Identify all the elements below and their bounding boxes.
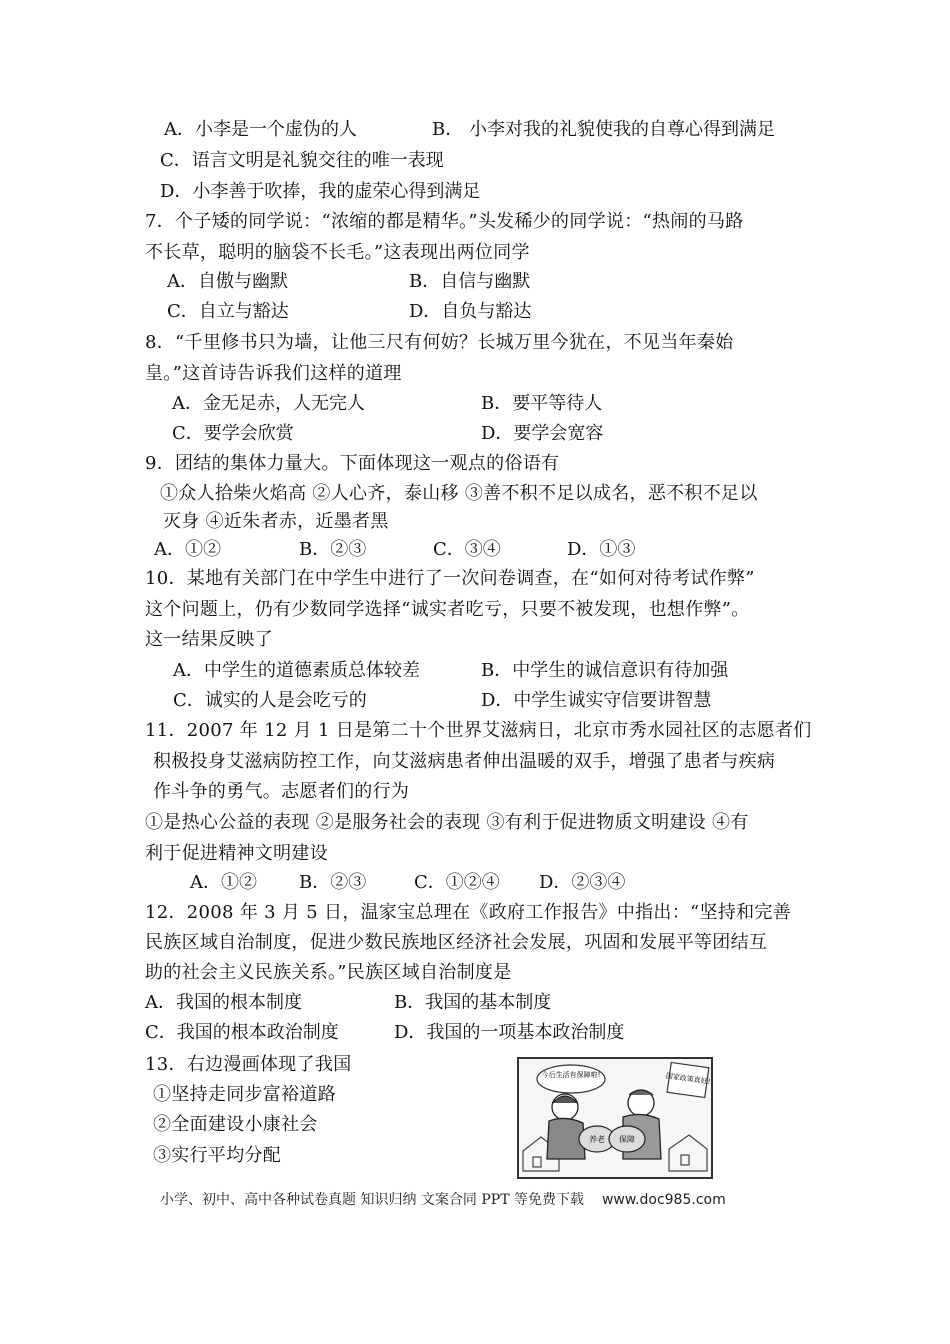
q8-option-a: A．金无足赤，人无完人 bbox=[172, 393, 365, 414]
q13-item-1: ①坚持走同步富裕道路 bbox=[153, 1084, 336, 1105]
q11-option-d: D．②③④ bbox=[539, 872, 626, 893]
elderly-woman-figure bbox=[547, 1094, 585, 1159]
q8-stem-line1: 8．“千里修书只为墙，让他三尺有何妨？长城万里今犹在，不见当年秦始 bbox=[145, 332, 734, 353]
q7-stem-line2: 不长草，聪明的脑袋不长毛。”这表现出两位同学 bbox=[145, 242, 530, 263]
speech-bubble-left bbox=[537, 1065, 605, 1093]
cartoon-drawing bbox=[519, 1059, 711, 1177]
q13-stem-line1: 13．右边漫画体现了我国 bbox=[145, 1054, 352, 1075]
q13-item-2: ②全面建设小康社会 bbox=[153, 1114, 318, 1135]
q12-option-d: D．我国的一项基本政治制度 bbox=[394, 1022, 625, 1043]
q12-option-c: C．我国的根本政治制度 bbox=[145, 1022, 339, 1043]
q6-option-d: D．小李善于吹捧，我的虚荣心得到满足 bbox=[160, 181, 481, 202]
q9-option-d: D．①③ bbox=[567, 539, 636, 560]
bag-right-label: 保障 bbox=[619, 1135, 635, 1144]
q11-option-c: C．①②④ bbox=[414, 872, 500, 893]
q8-option-c: C．要学会欣赏 bbox=[172, 423, 294, 444]
q9-stem-line3: 灭身 ④近朱者赤，近墨者黑 bbox=[163, 511, 389, 532]
q12-option-b: B．我国的基本制度 bbox=[394, 992, 552, 1013]
cartoon-image bbox=[517, 1057, 713, 1179]
q6-option-a: A．小李是一个虚伪的人 bbox=[164, 119, 357, 140]
q7-option-a: A．自傲与幽默 bbox=[167, 271, 288, 292]
q11-stem-line2: 积极投身艾滋病防控工作，向艾滋病患者伸出温暖的双手，增强了患者与疾病 bbox=[153, 751, 776, 772]
q9-stem-line2: ①众人拾柴火焰高 ②人心齐，泰山移 ③善不积不足以成名，恶不积不足以 bbox=[160, 483, 758, 504]
q9-stem-line1: 9．团结的集体力量大。下面体现这一观点的俗语有 bbox=[145, 453, 560, 474]
q6-option-c: C．语言文明是礼貌交往的唯一表现 bbox=[160, 150, 444, 171]
q9-option-c: C．③④ bbox=[433, 539, 501, 560]
q7-option-d: D．自负与豁达 bbox=[409, 301, 532, 322]
q12-stem-line1: 12．2008 年 3 月 5 日，温家宝总理在《政府工作报告》中指出：“坚持和完善 bbox=[145, 902, 792, 923]
page-footer bbox=[160, 1190, 726, 1210]
q9-option-a: A．①② bbox=[154, 539, 221, 560]
q7-option-b: B．自信与幽默 bbox=[409, 271, 531, 292]
q10-stem-line3: 这一结果反映了 bbox=[145, 629, 274, 650]
q11-option-b: B．②③ bbox=[299, 872, 367, 893]
footer-text: 小学、初中、高中各种试卷真题 知识归纳 文案合同 PPT 等免费下载 bbox=[160, 1192, 584, 1208]
q11-stem-line3: 作斗争的勇气。志愿者们的行为 bbox=[153, 781, 410, 802]
q8-option-d: D．要学会宽容 bbox=[481, 423, 604, 444]
q11-stem-line1: 11．2007 年 12 月 1 日是第二十个世界艾滋病日，北京市秀水园社区的志愿者们 bbox=[145, 720, 812, 741]
q12-stem-line2: 民族区域自治制度，促进少数民族地区经济社会发展，巩固和发展平等团结互 bbox=[145, 932, 768, 953]
footer-url[interactable]: www.doc985.com bbox=[601, 1192, 726, 1208]
q7-option-c: C．自立与豁达 bbox=[167, 301, 289, 322]
q13-item-3: ③实行平均分配 bbox=[153, 1145, 282, 1166]
q11-stem-line4: ①是热心公益的表现 ②是服务社会的表现 ③有利于促进物质文明建设 ④有 bbox=[145, 812, 749, 833]
bubble-right-text: 国家政策真好! bbox=[665, 1071, 711, 1087]
q7-stem-line1: 7．个子矮的同学说：“浓缩的都是精华。”头发稀少的同学说：“热闹的马路 bbox=[145, 211, 744, 232]
q8-stem-line2: 皇。”这首诗告诉我们这样的道理 bbox=[145, 363, 402, 384]
q6-option-b: B． 小李对我的礼貌使我的自尊心得到满足 bbox=[432, 119, 775, 140]
q10-stem-line2: 这个问题上，仍有少数同学选择“诚实者吃亏，只要不被发现，也想作弊”。 bbox=[145, 599, 750, 620]
q12-stem-line3: 助的社会主义民族关系。”民族区域自治制度是 bbox=[145, 962, 512, 983]
q10-option-d: D．中学生诚实守信要讲智慧 bbox=[481, 690, 712, 711]
q11-stem-line5: 利于促进精神文明建设 bbox=[145, 843, 328, 864]
bag-left-label: 养老 bbox=[589, 1135, 605, 1144]
q8-option-b: B．要平等待人 bbox=[481, 393, 603, 414]
q12-option-a: A．我国的根本制度 bbox=[145, 992, 302, 1013]
q10-option-c: C．诚实的人是会吃亏的 bbox=[173, 690, 367, 711]
q10-option-a: A．中学生的道德素质总体较差 bbox=[173, 660, 420, 681]
q10-stem-line1: 10．某地有关部门在中学生中进行了一次问卷调查，在“如何对待考试作弊” bbox=[145, 568, 755, 589]
bubble-left-text: 今后生活有保障啦! bbox=[541, 1071, 601, 1079]
q9-option-b: B．②③ bbox=[299, 539, 367, 560]
q11-option-a: A．①② bbox=[190, 872, 257, 893]
q10-option-b: B．中学生的诚信意识有待加强 bbox=[481, 660, 729, 681]
